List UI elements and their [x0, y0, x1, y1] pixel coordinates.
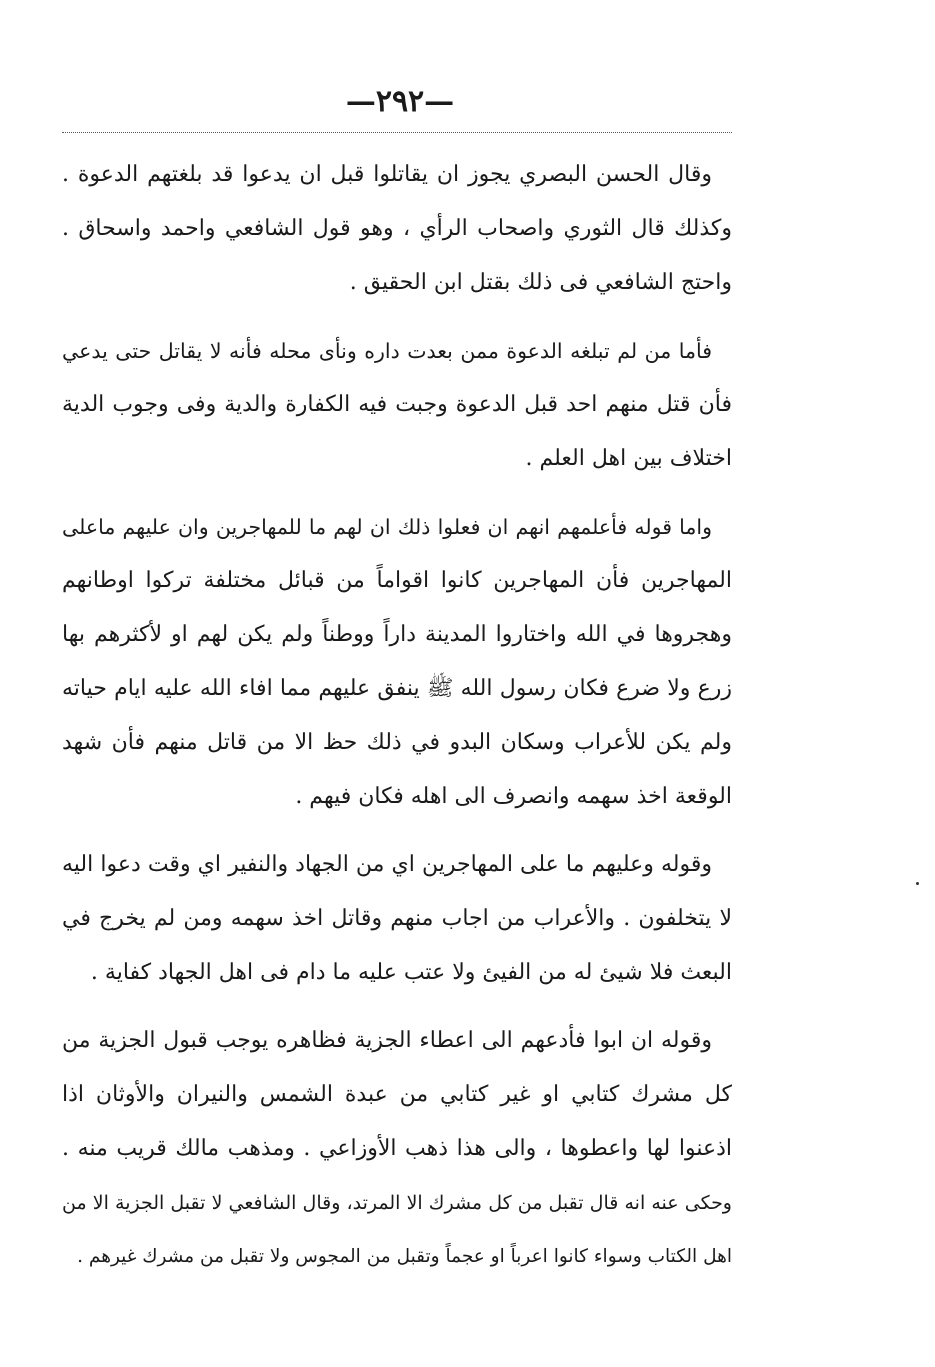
text-line: اذعنوا لها واعطوها ، والى هذا ذهب الأوزاعي . ومذهب مالك قريب منه .	[62, 1136, 732, 1161]
paragraph	[62, 838, 732, 1000]
text-line: ولم يكن للأعراب وسكان البدو في ذلك حظ الا من قاتل منهم فأن شهد	[62, 730, 732, 755]
text-line: البعث فلا شيئ له من الفيئ ولا عتب عليه ما دام فى اهل الجهاد كفاية .	[90, 960, 732, 985]
text-line: واما قوله فأعلمهم انهم ان فعلوا ذلك ان لهم ما للمهاجرين وان عليهم ماعلى	[62, 515, 712, 539]
text-line: وهجروها في الله واختاروا المدينة داراً ووطناً ولم يكن لهم او لأكثرهم بها	[62, 622, 732, 647]
paragraph	[62, 500, 732, 824]
paragraph	[62, 324, 732, 486]
text-line: اختلاف بين اهل العلم .	[525, 446, 732, 471]
page-number: —٢٩٢—	[345, 84, 455, 119]
text-line: الوقعة اخذ سهمه وانصرف الى اهله فكان فيهم .	[295, 784, 732, 809]
text-line: كل مشرك كتابي او غير كتابي من عبدة الشمس والنيران والأوثان اذا	[62, 1082, 732, 1107]
text-line: زرع ولا ضرع فكان رسول الله ﷺ ينفق عليهم مما افاء الله عليه ايام حياته	[62, 676, 732, 701]
text-line: وقوله ان ابوا فأدعهم الى اعطاء الجزية فظاهره يوجب قبول الجزية من	[62, 1028, 712, 1053]
text-line: وقال الحسن البصري يجوز ان يقاتلوا قبل ان يدعوا قد بلغتهم الدعوة .	[62, 162, 712, 187]
text-line: المهاجرين فأن المهاجرين كانوا اقواماً من قبائل مختلفة تركوا اوطانهم	[62, 568, 732, 593]
margin-speck	[916, 882, 919, 885]
text-line: فأن قتل منهم احد قبل الدعوة وجبت فيه الكفارة والدية وفى وجوب الدية	[62, 392, 732, 417]
text-line: وحكى عنه انه قال تقبل من كل مشرك الا المرتد، وقال الشافعي لا تقبل الجزية الا من	[62, 1192, 732, 1214]
text-line: لا يتخلفون . والأعراب من اجاب منهم وقاتل اخذ سهمه ومن لم يخرج في	[62, 906, 732, 931]
text-line: وقوله وعليهم ما على المهاجرين اي من الجهاد والنفير اي وقت دعوا اليه	[62, 852, 712, 877]
page-body	[62, 148, 732, 1298]
header-divider	[62, 132, 732, 133]
text-line: اهل الكتاب وسواء كانوا اعرباً او عجماً وتقبل من المجوس ولا تقبل من مشرك غيرهم .	[77, 1246, 732, 1267]
paragraph	[62, 1014, 732, 1284]
text-line: فأما من لم تبلغه الدعوة ممن بعدت داره ونأى محله فأنه لا يقاتل حتى يدعي	[62, 339, 712, 363]
text-line: واحتج الشافعي فى ذلك بقتل ابن الحقيق .	[349, 270, 732, 295]
text-line: وكذلك قال الثوري واصحاب الرأي ، وهو قول الشافعي واحمد واسحاق .	[62, 216, 732, 241]
paragraph	[62, 148, 732, 310]
